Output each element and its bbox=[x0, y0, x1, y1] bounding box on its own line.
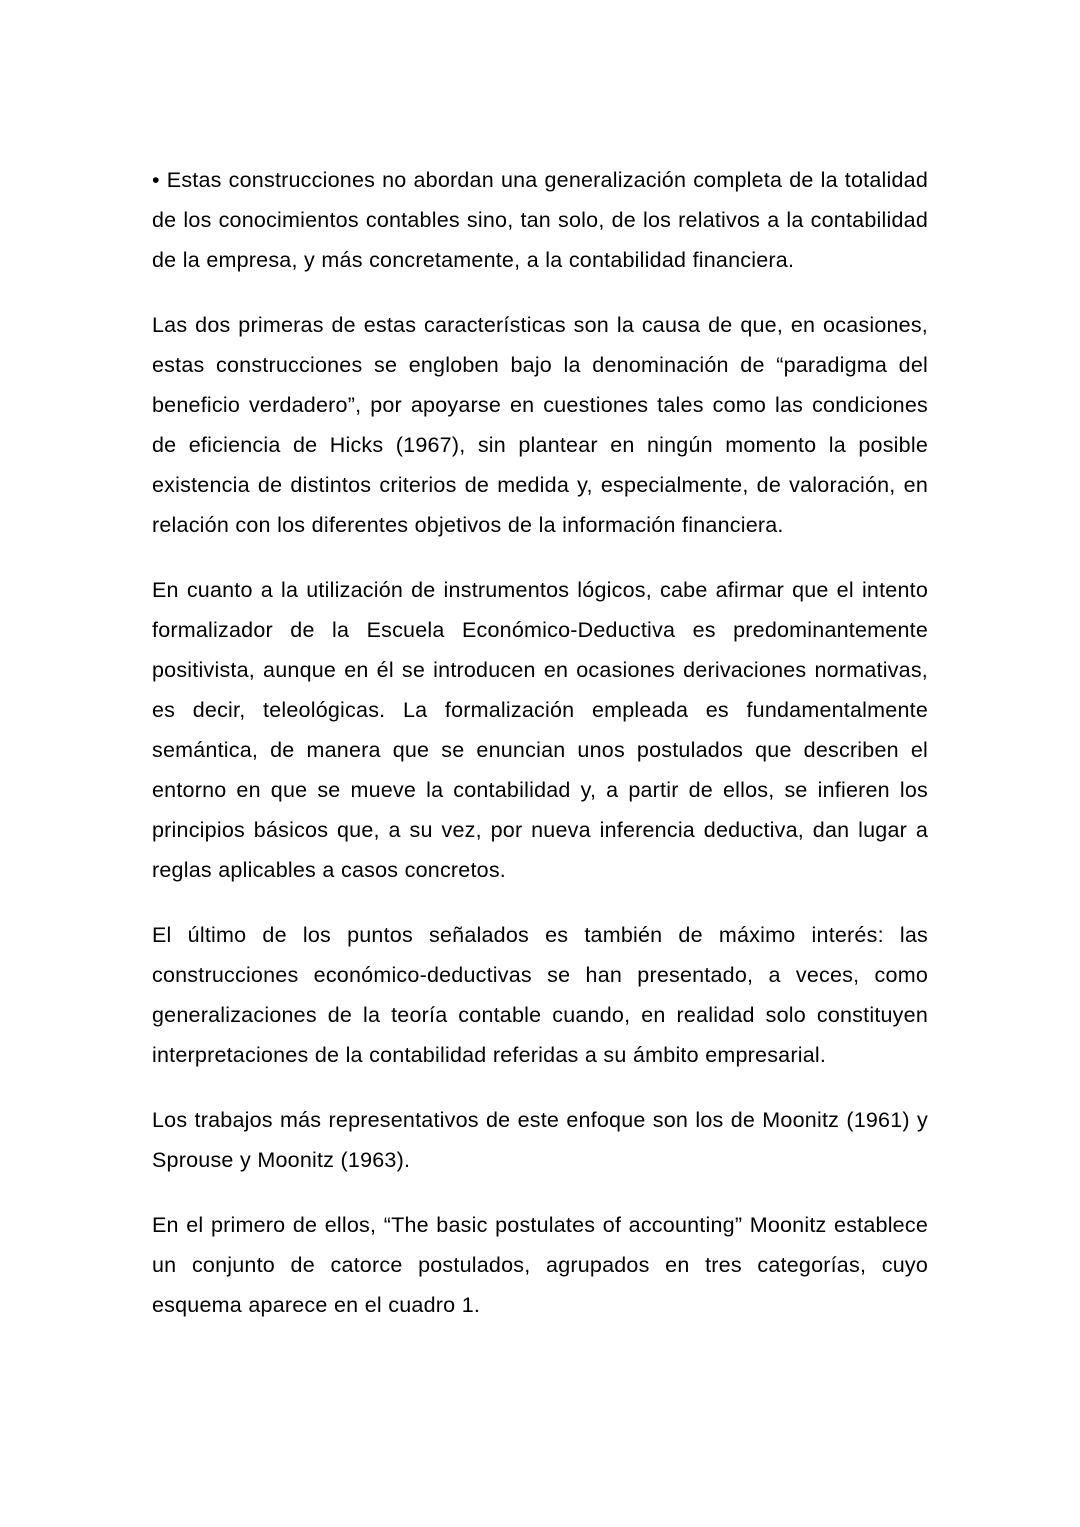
paragraph-instrumentos-logicos-formalizacion: En cuanto a la utilización de instrumentos lógicos, cabe afirmar que el intento formalizador de la Escuela Económico-Deductiva es predominantemente positivista, aunque en él se introducen en ocasiones derivaciones normativas, es decir, teleológicas. La formalización empleada es fundamentalmente semántica, de manera que se enuncian unos postulados que describen el entorno en que se mueve la contabilidad y, a partir de ellos, se infieren los principios básicos que, a su vez, por nueva inferencia deductiva, dan lugar a reglas aplicables a casos concretos. bbox=[152, 578, 928, 882]
paragraph-basic-postulates-cuadro-1: En el primero de ellos, “The basic postulates of accounting” Moonitz establece un conjunto de catorce postulados, agrupados en tres categorías, cuyo esquema aparece en el cuadro 1. bbox=[152, 1213, 928, 1317]
paragraph-bullet-construcciones-generalizacion: • Estas construcciones no abordan una generalización completa de la totalidad de los conocimientos contables sino, tan solo, de los relativos a la contabilidad de la empresa, y más concretamente, a la contabilidad financiera. bbox=[152, 168, 928, 272]
paragraph-ultimo-punto-interpretaciones: El último de los puntos señalados es también de máximo interés: las construcciones económico-deductivas se han presentado, a veces, como generalizaciones de la teoría contable cuando, en realidad solo constituyen interpretaciones de la contabilidad referidas a su ámbito empresarial. bbox=[152, 923, 928, 1067]
paragraph-paradigma-beneficio-verdadero: Las dos primeras de estas características son la causa de que, en ocasiones, estas construcciones se engloben bajo la denominación de “paradigma del beneficio verdadero”, por apoyarse en cuestiones tales como las condiciones de eficiencia de Hicks (1967), sin plantear en ningún momento la posible existencia de distintos criterios de medida y, especialmente, de valoración, en relación con los diferentes objetivos de la información financiera. bbox=[152, 313, 928, 537]
paragraph-trabajos-representativos-moonitz: Los trabajos más representativos de este enfoque son los de Moonitz (1961) y Sprouse y Moonitz (1963). bbox=[152, 1108, 928, 1172]
text-column bbox=[152, 160, 928, 1325]
